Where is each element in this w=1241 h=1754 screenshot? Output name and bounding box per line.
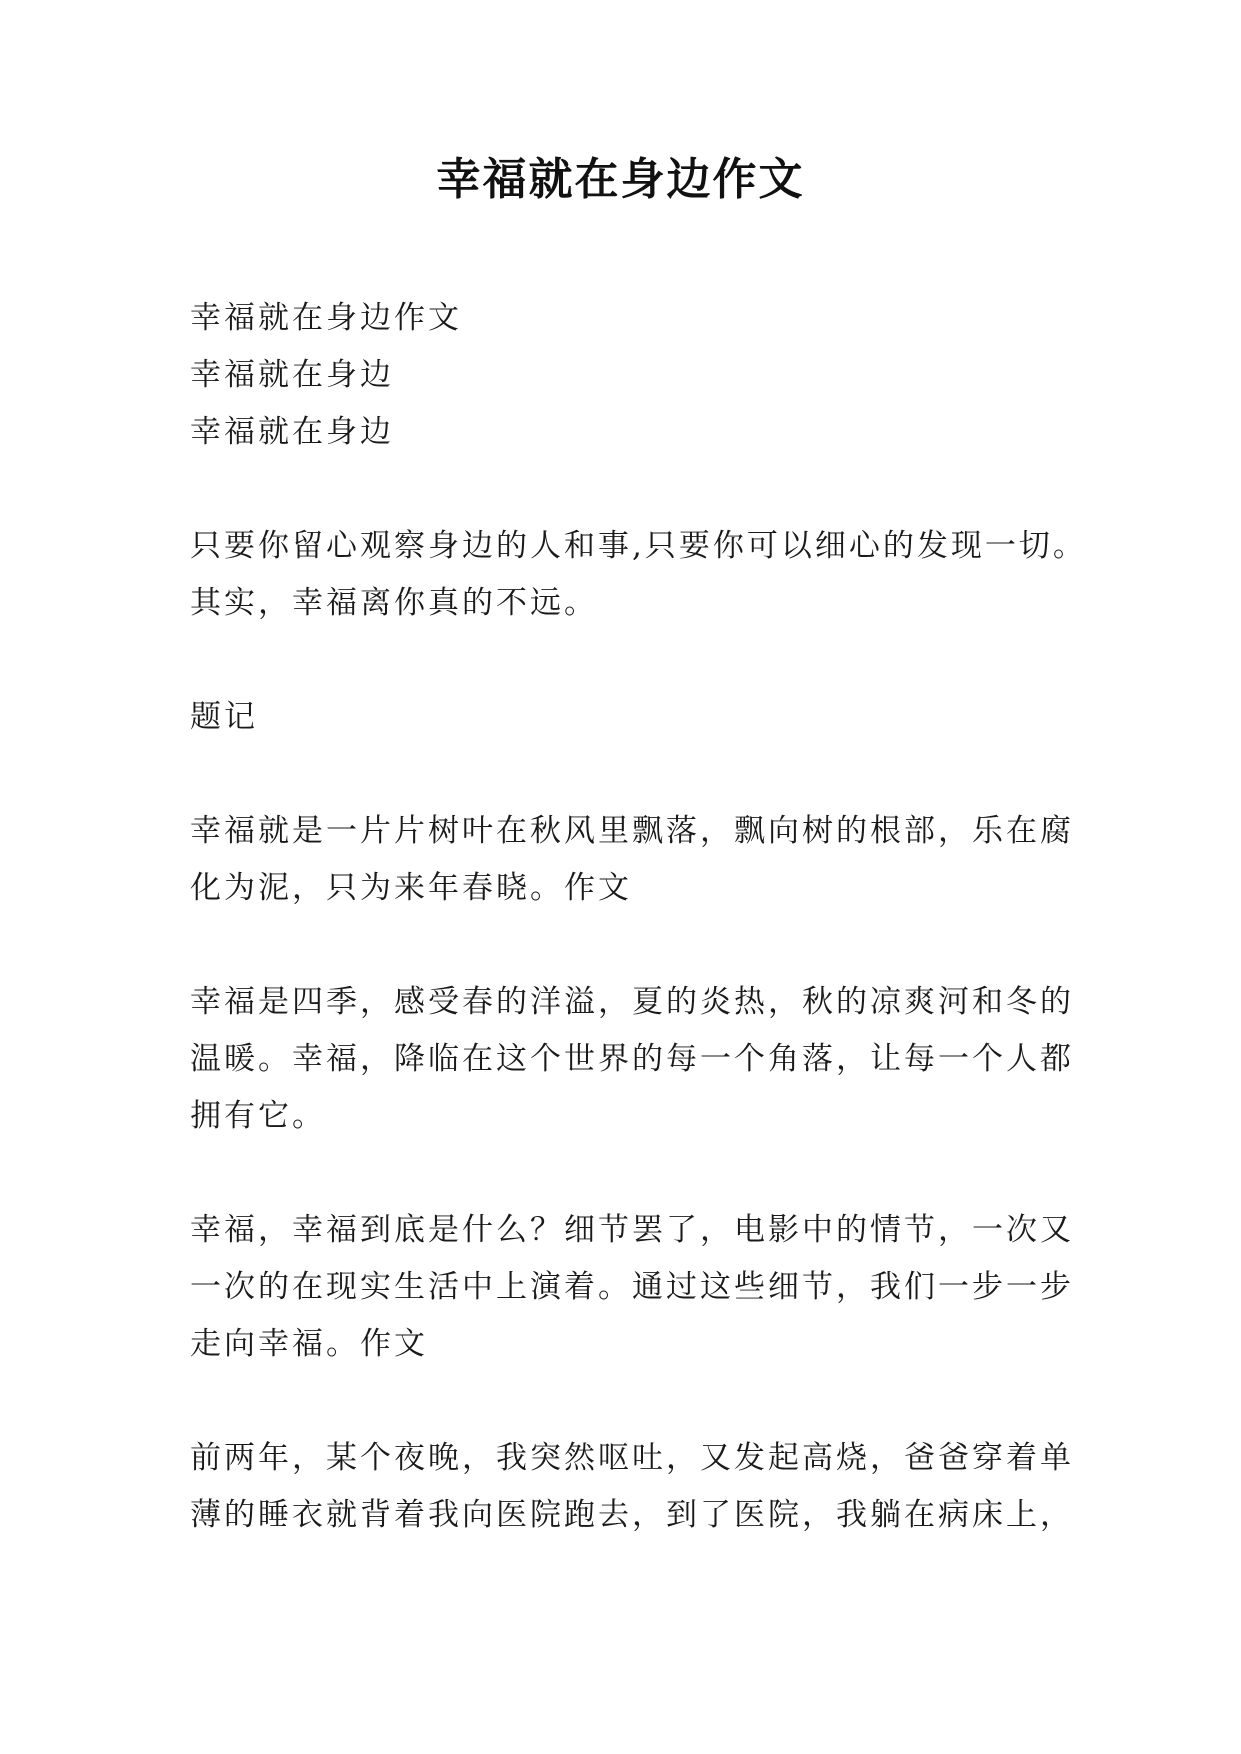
paragraph-seasons	[190, 974, 1074, 1145]
paragraph-line: 幸福是四季，感受春的洋溢，夏的炎热，秋的凉爽河和冬的	[190, 984, 1074, 1020]
header-line: 幸福就在身边	[190, 414, 394, 450]
paragraph-gap	[190, 917, 1060, 974]
paragraph-line: 幸福就是一片片树叶在秋风里飘落，飘向树的根部，乐在腐	[190, 813, 1074, 849]
paragraph-leaves	[190, 803, 1074, 917]
paragraph-line: 只要你留心观察身边的人和事,只要你可以细心的发现一切。	[190, 528, 1087, 564]
paragraph-gap	[190, 632, 1060, 689]
document-title: 幸福就在身边作文	[436, 154, 805, 205]
paragraph-story	[190, 1430, 1074, 1544]
paragraph-gap	[190, 746, 1060, 803]
paragraph-line: 其实，幸福离你真的不远。	[190, 585, 598, 621]
header-line: 幸福就在身边作文	[190, 300, 462, 336]
paragraph-line: 拥有它。	[190, 1098, 326, 1134]
paragraph-line: 前两年，某个夜晚，我突然呕吐，又发起高烧，爸爸穿着单	[190, 1440, 1074, 1476]
paragraph-gap	[190, 1145, 1060, 1202]
paragraph-details	[190, 1202, 1074, 1373]
paragraph-line: 温暖。幸福，降临在这个世界的每一个角落，让每一个人都	[190, 1041, 1074, 1077]
header-line: 幸福就在身边	[190, 357, 394, 393]
paragraph-gap	[190, 461, 1060, 518]
paragraph-gap	[190, 1373, 1060, 1430]
paragraph-line: 幸福，幸福到底是什么？细节罢了，电影中的情节，一次又	[190, 1212, 1074, 1248]
paragraph-line: 化为泥，只为来年春晓。作文	[190, 870, 632, 906]
paragraph-epigraph-label	[190, 689, 1060, 746]
paragraph-line: 走向幸福。作文	[190, 1326, 428, 1362]
paragraph-line: 一次的在现实生活中上演着。通过这些细节，我们一步一步	[190, 1269, 1074, 1305]
paragraph-line: 题记	[190, 699, 258, 735]
document-body	[190, 290, 1087, 1544]
paragraph-line: 薄的睡衣就背着我向医院跑去，到了医院，我躺在病床上，	[190, 1497, 1074, 1533]
paragraph-intro	[190, 518, 1087, 632]
